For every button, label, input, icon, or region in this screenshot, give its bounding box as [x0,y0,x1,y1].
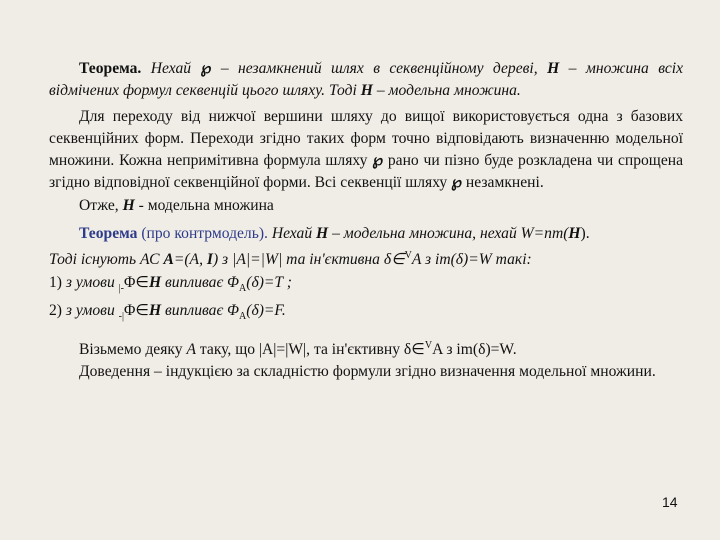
text: таку, що |A|=|W|, та ін'єктивну δ∈ [199,340,425,358]
paragraph-proof [49,106,683,195]
symbol: I [206,251,213,269]
theorem-title: (про контрмодель). [141,225,268,243]
turnstile-symbol: -| [118,311,124,323]
text: – модельна множина, нехай W=nm( [332,225,569,243]
theorem-1 [49,58,683,103]
text: A з im(δ)=W. [432,340,517,358]
text: Для переходу від нижчої вершини шляху до вищої використовується одна з базових секвенційних форм. Переходи згідно таких форм точно відповідають визначенню модельної множини. Кожна непримітивна формула шляху [49,107,683,170]
set-symbol: H [122,196,135,214]
text: Отже, [79,196,119,214]
text: (δ)=T ; [246,273,292,291]
text: Візьмемо деяку [79,340,183,358]
text: =(A, [173,251,203,269]
text: рано чи пізно буде розкладена чи спрощена згідно відповідної секвенційної форми. Всі секвенції шляху [49,152,684,192]
symbol: V [404,250,412,262]
theorem-2 [49,223,683,329]
text: Нехай [271,225,313,243]
text: A з im(δ)=W такі: [411,251,532,269]
theorem-label: Теорема [79,225,138,243]
text: з умови [65,302,115,320]
turnstile-symbol: |- [118,282,124,294]
symbol: A [163,251,174,269]
text: Тоді існують АС [49,251,160,269]
text: незамкнені. [465,174,544,192]
text: випливає Φ [165,302,240,320]
text: ). [580,225,590,243]
theorem-label: Теорема. [79,60,142,77]
text: 1) [49,273,62,291]
text: ) з |A|=|W| та ін'єктивна δ∈ [212,251,405,269]
text: - модельна множина [138,196,274,214]
paragraph-take [49,335,683,361]
set-symbol: H [148,273,162,291]
path-symbol: ℘ [372,152,384,170]
text: Φ∈ [124,273,149,291]
path-symbol: ℘ [200,60,212,77]
text: випливає Φ [165,273,240,291]
slide-content [49,58,683,383]
text: – модельна множина. [376,82,521,100]
text: Нехай [150,60,192,77]
set-symbol: H [148,302,162,320]
paragraph-proof-method: Доведення – індукцією за складністю формули згідно визначення модельної множини. [79,363,656,381]
paragraph-conclusion [49,195,683,217]
set-symbol: H [316,225,329,243]
symbol: V [424,339,433,351]
page-number: 14 [662,494,678,510]
set-symbol: H [568,225,581,243]
symbol: A [239,311,247,323]
set-symbol: H [360,82,373,100]
text: 2) [49,302,62,320]
set-symbol: H [547,60,560,77]
path-symbol: ℘ [451,174,463,192]
text: – множина всіх відмічених формул секвенцій цього шляху. Тоді [49,60,683,100]
text: Φ∈ [124,302,149,320]
symbol: A [186,340,196,358]
text: – незамкнений шлях в секвенційному дереві, [220,60,538,77]
text: з умови [65,273,115,291]
symbol: A [239,282,247,294]
text: (δ)=F. [246,302,286,320]
